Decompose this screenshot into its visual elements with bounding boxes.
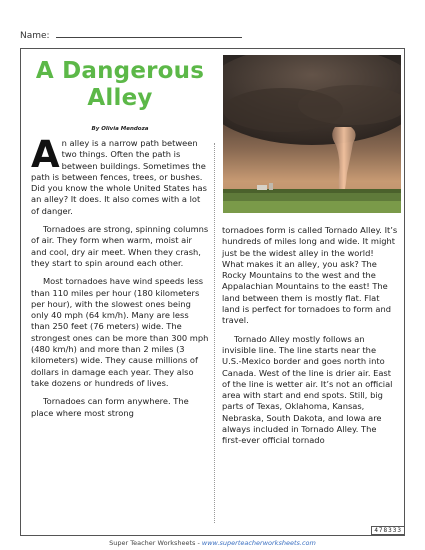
column-divider [214,143,215,523]
byline: By Olivia Mendoza [91,126,149,132]
drop-cap: A [31,133,60,176]
name-field-row [20,28,242,41]
footer-text: Super Teacher Worksheets - [109,539,202,547]
paragraph-1-text: n alley is a narrow path between two things. Often the path is between buildings. Sometimes the path is between fences, trees, or bushes. Did you know the whole United States has an alley? It does. It also comes with a lot of danger. [31,138,207,216]
title-line-1: A Dangerous [35,58,205,84]
footer-link[interactable]: www.superteacherworksheets.com [201,539,316,547]
name-label: Name: [20,31,50,41]
article-column-right [222,225,398,447]
article-column-left [31,133,209,419]
tornado-illustration [223,55,401,213]
paragraph-6: Tornado Alley mostly follows an invisible line. The line starts near the U.S.-Mexico border and goes north into Canada. West of the line is drier air. East of the line is wetter air. It’s not an official area with start and end spots. Still, big parts of Texas, Oklahoma, Kansas, Nebraska, South Dakota, and Iowa are always included in Tornado Alley. The first-ever official tornado [222,333,393,446]
paragraph-2: Tornadoes are strong, spinning columns of air. They form when warm, moist air and cool, dry air meet. When they crash, they start to spin around each other. [31,224,209,268]
name-blank-line[interactable] [56,28,242,38]
worksheet-code: 478333 [371,526,405,535]
footer [0,539,425,547]
tornado-photo [223,55,401,213]
paragraph-3: Most tornadoes have wind speeds less than 110 miles per hour (180 kilometers per hour), with the slowest ones being only 40 mph (64 km/h). Many are less than 250 feet (76 meters) wide. The strongest ones can be more than 300 mph (480 km/h) and more than 2 miles (3 kilometers) wide. They cause millions of dollars in damage each year. They also take dozens or hundreds of lives. [31,276,209,388]
paragraph-4: Tornadoes can form anywhere. The place where most strong [31,396,189,418]
paragraph-1 [31,133,209,217]
title-line-2: Alley [87,85,153,111]
page-title [22,58,218,112]
paragraph-5: tornadoes form is called Tornado Alley. It’s hundreds of miles long and wide. It might just be the widest alley in the world! What makes it an alley, you ask? The Rocky Mountains to the west and the Appalachian Mountains to the east! The land between them is mostly flat. Flat land is perfect for tornadoes to form and travel. [222,225,398,326]
